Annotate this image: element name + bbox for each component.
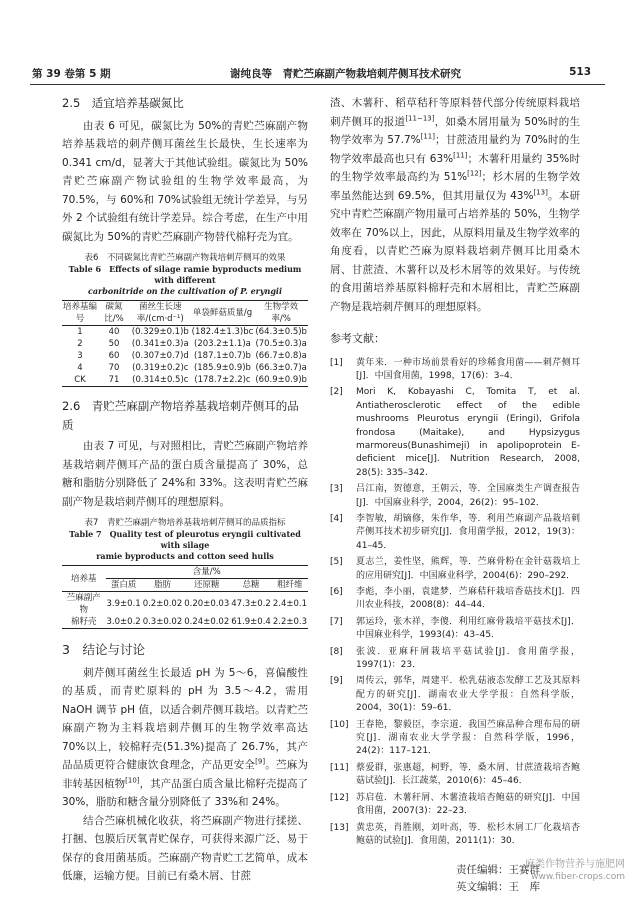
reference-item [330, 586, 580, 613]
table-cell: 0.20±0.03 [184, 599, 230, 609]
table-row [62, 374, 308, 387]
paragraph-text: 。苎麻为非转基因植物 [62, 759, 309, 790]
table-6-header: 生物学效率/% [264, 302, 299, 324]
table-cell: 61.9±0.4 [231, 617, 271, 627]
table-cell: (185.9±0.9)b [193, 363, 251, 373]
reference-item [330, 762, 580, 789]
table-cell: 47.3±0.2 [231, 599, 271, 609]
paragraph-text: 渣、木薯秆、稻草秸秆等原料替代部分传统原料栽培刺芹侧耳的报道 [330, 97, 580, 128]
reference-item [330, 719, 580, 759]
section-2-5-body: 由表 6 可见，碳氮比为 50%的青贮苎麻副产物培养基栽培的刺芹侧耳菌丝生长最快，生长速率为 0.341 cm/d，显著大于其他试验组。碳氮比为 50%青贮苎麻副产物试验组的生物学效率最高，为 70.5%，与 60%和 70%试验组无统计学差异，与另外 2 个试验组有统计学差异。综合考虑，在生产中用碳氮比为 50%的青贮苎麻副产物替代棉籽壳为宜。 [62, 119, 308, 243]
table-cell: (64.3±0.5)b [255, 327, 307, 337]
paragraph-text: ；木薯秆用量约 35%时的生物学效率最高约为 51% [330, 152, 580, 183]
table-cell: (203.2±1.1)a [194, 339, 251, 349]
reference-text: 吕江南，贺德意，王朝云，等．全国麻类生产调查报告[J]．中国麻业科学，2004，26(2)：95–102． [356, 484, 580, 508]
page-number: 513 [569, 66, 591, 78]
reference-number: [5] [330, 557, 343, 568]
table-cell: 1 [77, 327, 83, 337]
table-cell: 3.0±0.2 [106, 617, 141, 627]
running-header [30, 66, 605, 82]
reference-number: [8] [330, 646, 343, 657]
table-cell: 50 [108, 339, 120, 349]
table-cell: (0.314±0.5)c [132, 375, 189, 385]
discussion-continued [330, 94, 580, 316]
watermark-title: 麻类作物营养与施肥网 [525, 859, 625, 870]
table-6-grid [62, 300, 308, 387]
reference-item [330, 616, 580, 643]
table-cell: (70.5±0.3)a [255, 339, 307, 349]
paragraph-text: ，其产品蛋白质含量比棉籽壳提高了 30%，脂肪和糖含量分别降低了 33%和 24%。 [62, 777, 309, 808]
reference-number: [6] [330, 587, 343, 597]
citation: [11] [420, 132, 435, 141]
paragraph-text: 。本研究中青贮苎麻副产物用量可占培养基的 50%，生物学效率在 70%以上，因此，从原料用量及生物学效率的角度看，以青贮苎麻为原料栽培刺芹侧耳比用桑木屑、甘蔗渣、木薯秆以及杉木屑等的效果好。与传统的食用菌培养基原料棉籽壳和木屑相比，青贮苎麻副产物是栽培刺芹侧耳的理想原料。 [330, 189, 580, 313]
reference-number: [4] [330, 513, 343, 524]
reference-text: Mori K, Kobayashi C, Tomita T, et al. Antiatherosclerotic effect of the edible mushrooms Pleurotus eryngii (Eringi), Grifola frondosa (Maitake), and Hypsizygus marmoreus(Bunashimeji) in apolipoprotein E-deficient mice[J]. Nutrition Research, 2008, 28(5): 335–342. [356, 387, 580, 478]
table-6-caption-en-1: Table 6 Effects of silage ramie byproducts medium with different [68, 264, 302, 285]
table-7 [62, 517, 308, 629]
reference-number: [11] [330, 762, 349, 773]
citation: [11−13] [405, 114, 435, 122]
reference-text: 黄忠英，肖胜刚，刘叶高，等．松杉木屑工厂化栽培杏鲍菇的试验[J]．食用菌，2011(1)：30． [356, 822, 580, 846]
table-7-caption-cn: 表7 青贮苎麻副产物培养基栽培刺芹侧耳的品质指标 [84, 518, 286, 528]
table-6 [62, 252, 308, 387]
reference-text: 夏志兰，姜性坚，熊辉，等．苎麻骨粉在金针菇栽培上的应用研究[J]．中国麻业科学，2004(6)：290–292． [356, 557, 580, 581]
table-7-header: 培养基 [62, 566, 106, 592]
reference-item [330, 822, 580, 849]
table-cell: 3 [77, 351, 83, 361]
table-row [62, 362, 308, 374]
table-row [62, 616, 308, 629]
table-row [62, 592, 308, 617]
table-cell: (60.9±0.9)b [255, 375, 307, 385]
table-7-group-header: 含量/% [106, 566, 308, 579]
reference-item [330, 386, 580, 480]
citation: [10] [125, 776, 140, 784]
table-6-header: 培养基编号 [63, 302, 98, 324]
reference-number: [2] [330, 387, 343, 398]
reference-number: [1] [330, 357, 343, 368]
table-7-header: 还原糖 [194, 580, 220, 590]
table-cell: (0.307±0.7)d [131, 351, 189, 361]
section-2-6-title: 2.6 青贮苎麻副产物培养基栽培刺芹侧耳的品质 [62, 399, 299, 432]
table-cell: (187.1±0.7)b [193, 351, 251, 361]
reference-item [330, 792, 580, 819]
section-2-5-title: 2.5 适宜培养基碳氮比 [62, 96, 184, 110]
reference-number: [10] [330, 719, 349, 730]
paragraph-text: ；杉木屑的生物学效率虽然能达到 69.5%，但其用量仅为 43% [330, 171, 580, 202]
paragraph-text: ；甘蔗渣用量约为 70%时的生物学效率最高也只有 63% [330, 134, 580, 165]
reference-text: 李彪，李小丽，袁建梦．苎麻秸秆栽培香菇技术[J]．四川农业科技，2008(8)：44–44． [356, 587, 580, 611]
responsible-editor: 责任编辑：王赛群 [456, 864, 540, 877]
reference-text: 苏启苞．木薯秆屑、木薯渣栽培杏鲍菇的研究[J]．中国食用菌，2007(3)：22–23． [356, 792, 580, 817]
watermark-url: www.fiber-crops.com [531, 872, 625, 882]
table-7-header: 总糖 [242, 580, 260, 590]
table-row [62, 338, 308, 350]
reference-number: [9] [330, 676, 343, 687]
reference-number: [3] [330, 484, 343, 495]
table-cell: 3.9±0.1 [106, 599, 141, 609]
reference-number: [12] [330, 792, 349, 803]
table-7-header: 蛋白质 [110, 580, 137, 590]
table-6-header: 菌丝生长速率/(cm·d⁻¹) [136, 302, 184, 324]
references-list [330, 357, 580, 849]
table-cell: 2 [77, 339, 83, 349]
table-cell: 70 [108, 363, 120, 373]
table-6-header: 碳氮比/% [104, 302, 124, 324]
table-cell: 4 [77, 363, 83, 373]
paragraph-text: 刺芹侧耳菌丝生长最适 pH 为 5～6，喜偏酸性的基质，而青贮原料的 pH 为 3.5～4.2，需用 NaOH 调节 pH 值，以适合刺芹侧耳栽培。以青贮苎麻副产物为主料栽培刺芹侧耳的生物学效率高达 70%以上，较棉籽壳(51.3%)提高了 26.7%，其产品品质更符合健康饮食理念，产品更安全 [62, 666, 308, 771]
reference-text: 张波．亚麻秆屑栽培平菇试验[J]．食用菌学报，1997(1)：23． [356, 646, 580, 671]
citation: [9] [255, 757, 266, 766]
table-7-grid [62, 565, 308, 629]
table-cell: 71 [108, 375, 120, 385]
table-cell: 0.2±0.02 [142, 599, 183, 609]
table-cell: 2.4±0.1 [272, 599, 307, 609]
table-cell: 棉籽壳 [71, 617, 97, 627]
reference-item [330, 556, 580, 583]
table-cell: (182.4±1.3)bc [191, 327, 254, 337]
citation: [11] [453, 151, 468, 159]
table-6-caption-en-2: carbonitride on the cultivation of P. eryngii [87, 286, 283, 296]
reference-item [330, 646, 580, 673]
section-3-paragraph-2: 结合苎麻机械化收获，将苎麻副产物进行揉搓、打捆、包膜后厌氧青贮保存，可获得来源广泛、易于保存的食用菌基质。苎麻副产物青贮工艺简单，成本低廉，运输方便。目前已有桑木屑、甘蔗 [62, 814, 308, 882]
section-2-6-body: 由表 7 可见，与对照相比，青贮苎麻副产物培养基栽培刺芹侧耳产品的蛋白质含量提高了 30%，总糖和脂肪分别降低了 24%和 33%。这表明青贮苎麻副产物是栽培刺芹侧耳的理想原料。 [62, 440, 308, 508]
table-cell: (66.7±0.8)a [255, 351, 307, 361]
table-cell: (66.3±0.7)a [255, 363, 307, 373]
section-3-title: 3 结论与讨论 [62, 642, 145, 657]
header-rule [30, 84, 605, 85]
table-cell: CK [74, 375, 86, 385]
table-cell: (0.319±0.2)c [132, 363, 189, 373]
table-cell: 苎麻副产物 [66, 593, 101, 615]
reference-text: 郭运玲，张木祥，李傻．利用红麻骨栽培平菇技术[J]．中国麻业科学，1993(4)：43–45． [356, 616, 580, 641]
table-7-caption-en-2: ramie byproducts and cotton seed hulls [96, 551, 274, 561]
reference-item [330, 357, 580, 384]
citation: [13] [533, 188, 548, 196]
reference-number: [7] [330, 616, 343, 627]
table-cell: 0.24±0.02 [184, 617, 230, 627]
site-watermark [525, 859, 625, 883]
table-row [62, 350, 308, 362]
table-cell: 2.2±0.3 [272, 617, 307, 627]
table-row [62, 326, 308, 339]
right-column [330, 94, 580, 896]
reference-text: 王春艳，黎毅臣，李宗道．我国苎麻品种合理布局的研究[J]．湖南农业大学学报：自然科学版，1996，24(2)：117–121． [356, 719, 580, 757]
reference-item [330, 483, 580, 510]
references-title: 参考文献： [330, 332, 385, 345]
english-editor: 英文编辑：王 库 [456, 881, 540, 894]
table-cell: 40 [108, 327, 120, 337]
table-cell: 60 [108, 351, 120, 361]
journal-volume: 第 39 卷第 5 期 [32, 68, 111, 80]
reference-text: 蔡爱群，张惠超，柯野，等．桑木屑、甘蔗渣栽培杏鲍菇试验[J]．长江蔬菜，2010(6)：45–46． [356, 762, 580, 787]
table-cell: 0.3±0.02 [142, 617, 183, 627]
reference-text: 李智敏，胡镝修，朱作华，等．利用苎麻副产品栽培刺芹侧耳技术初步研究[J]．食用菌学报，2012，19(3)：41–45． [356, 513, 580, 551]
reference-item [330, 675, 580, 715]
paragraph-text: ，如桑木屑用量为 50%时的生物学效率为 57.7% [330, 115, 580, 146]
reference-text: 周传云，郭华，周建平．松乳菇液态发酵工艺及其原料配方的研究[J]．湖南农业大学学报：自然科学版，2004，30(1)：59–61． [356, 676, 580, 714]
table-7-header: 粗纤维 [277, 580, 303, 590]
table-6-caption-cn: 表6 不同碳氮比青贮苎麻副产物栽培刺芹侧耳的效果 [84, 253, 286, 263]
table-7-header: 脂肪 [153, 580, 171, 590]
table-6-header: 单袋鲜菇质量/g [192, 308, 253, 318]
section-3-paragraph-1 [62, 664, 308, 812]
left-column [62, 94, 308, 886]
reference-text: 黄年来．一种市场前景看好的珍稀食用菌——刺芹侧耳[J]．中国食用菌，1998，17(6)：3–4． [356, 357, 580, 381]
reference-item [330, 513, 580, 553]
reference-number: [13] [330, 822, 349, 833]
citation: [12] [467, 169, 482, 178]
table-7-caption-en-1: Table 7 Quality test of pleurotus eryngii cultivated with silage [69, 529, 301, 550]
table-cell: (0.329±0.1)b [131, 327, 189, 337]
article-running-title: 谢纯良等 青贮苎麻副产物栽培刺芹侧耳技术研究 [230, 68, 461, 80]
table-cell: (178.7±2.2)c [194, 375, 251, 385]
table-cell: (0.341±0.3)a [131, 339, 189, 349]
